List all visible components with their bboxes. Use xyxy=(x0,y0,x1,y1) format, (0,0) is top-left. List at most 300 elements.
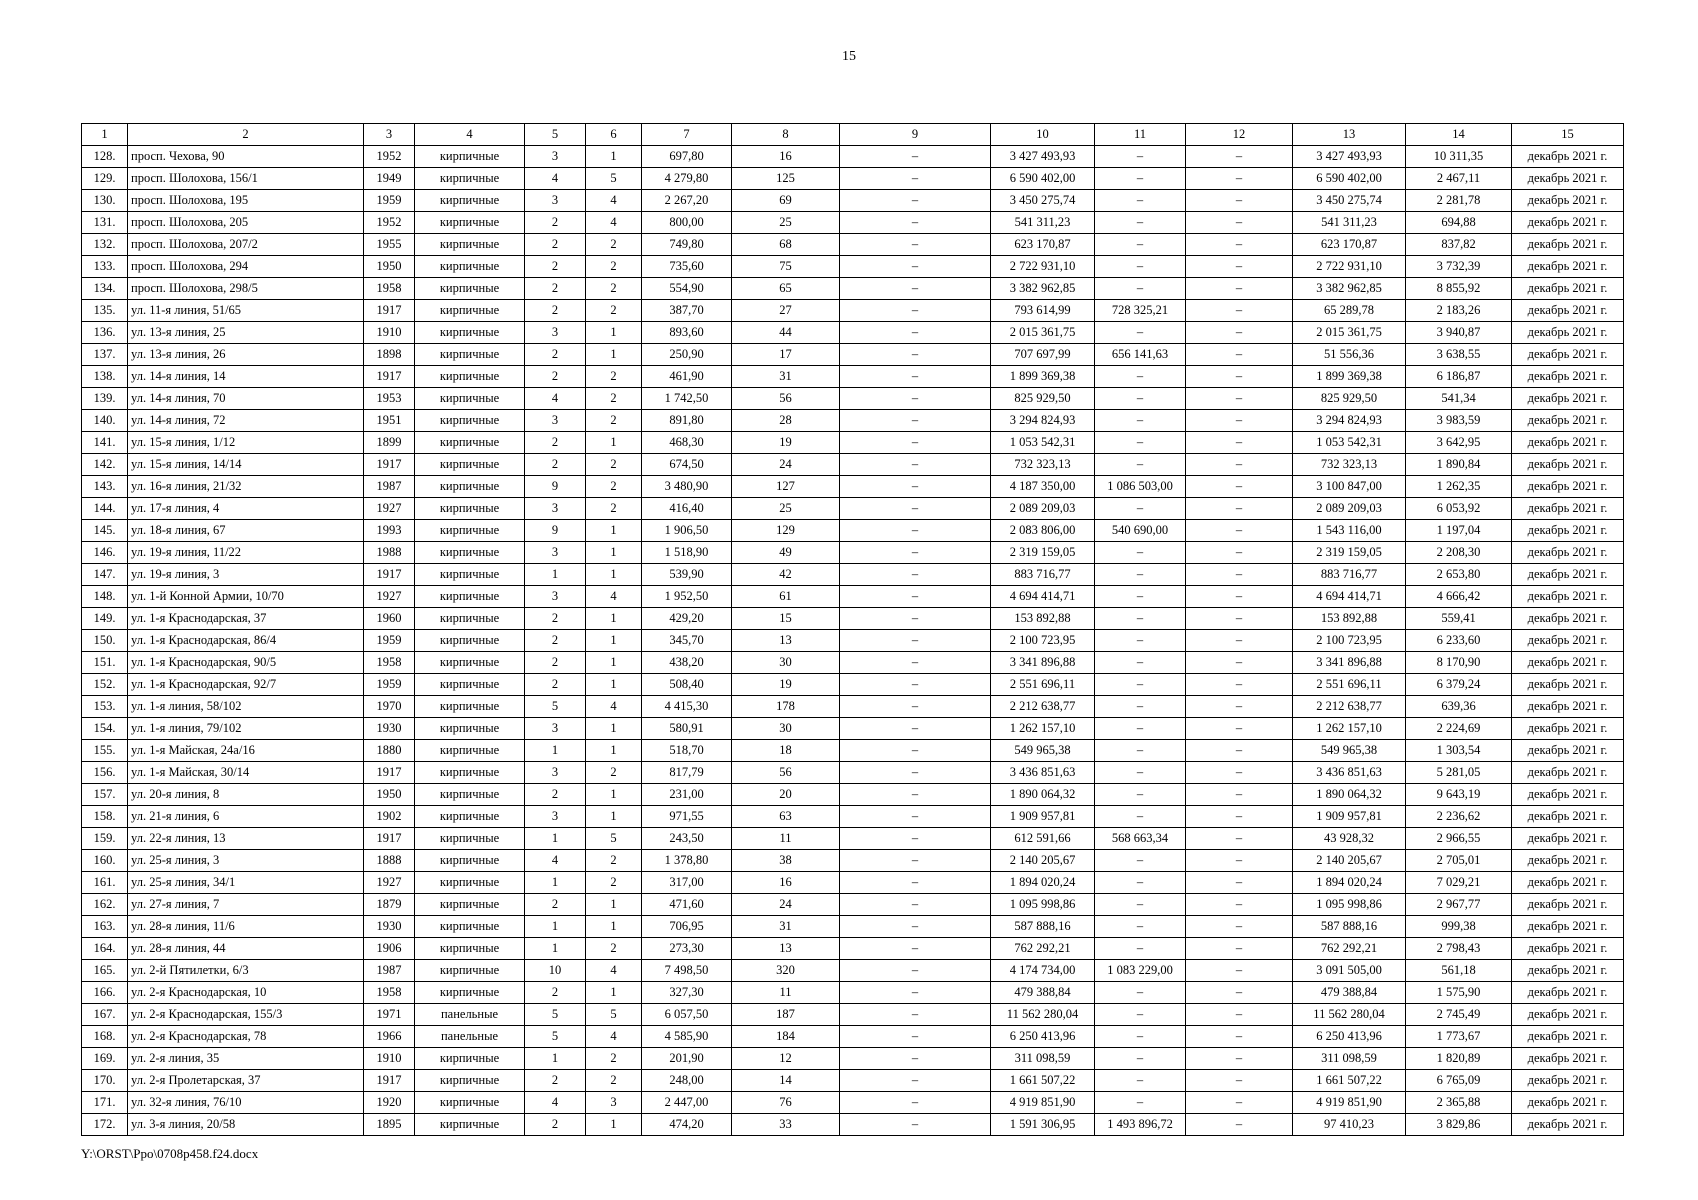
table-cell-col-11: 728 325,21 xyxy=(1095,300,1186,322)
table-cell-col-11: – xyxy=(1095,1004,1186,1026)
table-cell-col-12: – xyxy=(1186,960,1293,982)
table-cell-col-9: – xyxy=(840,1070,991,1092)
table-cell-col-3: 1966 xyxy=(364,1026,415,1048)
table-cell-col-13: 97 410,23 xyxy=(1293,1114,1406,1136)
table-cell-col-14: 3 829,86 xyxy=(1406,1114,1512,1136)
table-cell-col-8: 16 xyxy=(732,872,840,894)
table-cell-col-6: 1 xyxy=(586,344,642,366)
table-cell-col-10: 2 319 159,05 xyxy=(991,542,1095,564)
table-row xyxy=(82,960,1624,982)
table-cell-col-14: 8 170,90 xyxy=(1406,652,1512,674)
table-cell-col-9: – xyxy=(840,344,991,366)
table-row xyxy=(82,828,1624,850)
table-cell-col-3: 1906 xyxy=(364,938,415,960)
table-cell-col-4: кирпичные xyxy=(415,652,525,674)
table-cell-col-1: 157. xyxy=(82,784,128,806)
table-cell-col-1: 131. xyxy=(82,212,128,234)
table-cell-col-1: 171. xyxy=(82,1092,128,1114)
table-cell-col-13: 51 556,36 xyxy=(1293,344,1406,366)
table-cell-col-11: – xyxy=(1095,1026,1186,1048)
table-body xyxy=(82,124,1624,1136)
table-row xyxy=(82,740,1624,762)
table-cell-col-8: 13 xyxy=(732,630,840,652)
table-cell-col-3: 1880 xyxy=(364,740,415,762)
table-cell-col-6: 5 xyxy=(586,828,642,850)
table-cell-col-14: 2 208,30 xyxy=(1406,542,1512,564)
table-cell-col-13: 623 170,87 xyxy=(1293,234,1406,256)
table-cell-col-7: 2 447,00 xyxy=(642,1092,732,1114)
table-cell-col-8: 125 xyxy=(732,168,840,190)
table-cell-col-5: 3 xyxy=(525,190,586,212)
table-cell-col-13: 1 262 157,10 xyxy=(1293,718,1406,740)
table-cell-col-13: 2 100 723,95 xyxy=(1293,630,1406,652)
footer-file-path: Y:\ORST\Ppo\0708p458.f24.docx xyxy=(81,1146,259,1161)
table-cell-col-14: 10 311,35 xyxy=(1406,146,1512,168)
table-row xyxy=(82,476,1624,498)
table-cell-col-13: 883 716,77 xyxy=(1293,564,1406,586)
table-cell-col-7: 1 518,90 xyxy=(642,542,732,564)
table-cell-col-15: декабрь 2021 г. xyxy=(1512,520,1624,542)
table-cell-col-13: 11 562 280,04 xyxy=(1293,1004,1406,1026)
table-row xyxy=(82,454,1624,476)
table-cell-col-12: – xyxy=(1186,630,1293,652)
table-cell-col-11: – xyxy=(1095,916,1186,938)
table-cell-col-2: ул. 2-я Краснодарская, 155/3 xyxy=(128,1004,364,1026)
table-cell-col-4: кирпичные xyxy=(415,366,525,388)
table-cell-col-12: – xyxy=(1186,806,1293,828)
table-cell-col-4: кирпичные xyxy=(415,212,525,234)
table-cell-col-2: просп. Чехова, 90 xyxy=(128,146,364,168)
table-cell-col-2: просп. Шолохова, 205 xyxy=(128,212,364,234)
table-cell-col-6: 1 xyxy=(586,806,642,828)
table-cell-col-15: декабрь 2021 г. xyxy=(1512,938,1624,960)
table-cell-col-8: 25 xyxy=(732,498,840,520)
table-cell-col-8: 76 xyxy=(732,1092,840,1114)
table-cell-col-2: ул. 1-я Майская, 24а/16 xyxy=(128,740,364,762)
table-cell-col-5: 3 xyxy=(525,586,586,608)
table-cell-col-4: панельные xyxy=(415,1004,525,1026)
table-cell-col-1: 167. xyxy=(82,1004,128,1026)
table-cell-col-12: – xyxy=(1186,740,1293,762)
table-cell-col-8: 56 xyxy=(732,388,840,410)
table-cell-col-12: – xyxy=(1186,212,1293,234)
table-cell-col-15: декабрь 2021 г. xyxy=(1512,388,1624,410)
table-cell-col-2: ул. 14-я линия, 70 xyxy=(128,388,364,410)
table-cell-col-15: декабрь 2021 г. xyxy=(1512,300,1624,322)
table-cell-col-4: кирпичные xyxy=(415,894,525,916)
table-cell-col-14: 559,41 xyxy=(1406,608,1512,630)
table-cell-col-14: 2 966,55 xyxy=(1406,828,1512,850)
table-cell-col-7: 697,80 xyxy=(642,146,732,168)
table-cell-col-3: 1895 xyxy=(364,1114,415,1136)
table-cell-col-2: просп. Шолохова, 298/5 xyxy=(128,278,364,300)
table-cell-col-8: 56 xyxy=(732,762,840,784)
table-cell-col-14: 3 732,39 xyxy=(1406,256,1512,278)
table-cell-col-4: кирпичные xyxy=(415,586,525,608)
table-cell-col-2: ул. 21-я линия, 6 xyxy=(128,806,364,828)
table-cell-col-14: 561,18 xyxy=(1406,960,1512,982)
table-cell-col-8: 13 xyxy=(732,938,840,960)
table-cell-col-7: 468,30 xyxy=(642,432,732,454)
table-cell-col-15: декабрь 2021 г. xyxy=(1512,190,1624,212)
table-cell-col-1: 169. xyxy=(82,1048,128,1070)
table-cell-col-3: 1959 xyxy=(364,630,415,652)
table-cell-col-3: 1899 xyxy=(364,432,415,454)
table-cell-col-9: – xyxy=(840,1092,991,1114)
table-cell-col-2: просп. Шолохова, 207/2 xyxy=(128,234,364,256)
table-cell-col-6: 2 xyxy=(586,1070,642,1092)
table-cell-col-8: 28 xyxy=(732,410,840,432)
table-cell-col-11: – xyxy=(1095,498,1186,520)
table-cell-col-7: 580,91 xyxy=(642,718,732,740)
table-cell-col-8: 25 xyxy=(732,212,840,234)
table-cell-col-3: 1888 xyxy=(364,850,415,872)
table-cell-col-8: 187 xyxy=(732,1004,840,1026)
table-cell-col-4: кирпичные xyxy=(415,762,525,784)
table-cell-col-2: ул. 25-я линия, 3 xyxy=(128,850,364,872)
table-cell-col-13: 1 894 020,24 xyxy=(1293,872,1406,894)
table-cell-col-6: 2 xyxy=(586,1048,642,1070)
table-cell-col-9: – xyxy=(840,542,991,564)
table-cell-col-14: 1 197,04 xyxy=(1406,520,1512,542)
table-cell-col-12: – xyxy=(1186,146,1293,168)
table-cell-col-13: 3 427 493,93 xyxy=(1293,146,1406,168)
table-cell-col-12: – xyxy=(1186,1114,1293,1136)
table-cell-col-9: – xyxy=(840,784,991,806)
column-number-8: 8 xyxy=(732,124,840,146)
table-cell-col-14: 2 967,77 xyxy=(1406,894,1512,916)
table-cell-col-8: 42 xyxy=(732,564,840,586)
table-cell-col-11: – xyxy=(1095,212,1186,234)
table-cell-col-13: 2 551 696,11 xyxy=(1293,674,1406,696)
table-cell-col-1: 150. xyxy=(82,630,128,652)
table-cell-col-14: 3 983,59 xyxy=(1406,410,1512,432)
table-cell-col-8: 17 xyxy=(732,344,840,366)
table-cell-col-3: 1927 xyxy=(364,498,415,520)
table-cell-col-3: 1958 xyxy=(364,652,415,674)
table-cell-col-15: декабрь 2021 г. xyxy=(1512,234,1624,256)
table-row xyxy=(82,938,1624,960)
table-cell-col-11: – xyxy=(1095,762,1186,784)
table-cell-col-14: 3 638,55 xyxy=(1406,344,1512,366)
table-cell-col-12: – xyxy=(1186,1004,1293,1026)
table-cell-col-10: 3 294 824,93 xyxy=(991,410,1095,432)
table-cell-col-12: – xyxy=(1186,784,1293,806)
table-cell-col-1: 163. xyxy=(82,916,128,938)
table-cell-col-8: 61 xyxy=(732,586,840,608)
table-cell-col-7: 243,50 xyxy=(642,828,732,850)
table-cell-col-2: ул. 1-я Краснодарская, 90/5 xyxy=(128,652,364,674)
table-cell-col-1: 140. xyxy=(82,410,128,432)
table-cell-col-10: 2 551 696,11 xyxy=(991,674,1095,696)
table-cell-col-11: – xyxy=(1095,168,1186,190)
table-cell-col-6: 2 xyxy=(586,256,642,278)
column-number-1: 1 xyxy=(82,124,128,146)
table-row xyxy=(82,1026,1624,1048)
table-cell-col-13: 2 722 931,10 xyxy=(1293,256,1406,278)
table-cell-col-8: 184 xyxy=(732,1026,840,1048)
table-cell-col-4: кирпичные xyxy=(415,168,525,190)
table-cell-col-9: – xyxy=(840,1026,991,1048)
table-cell-col-1: 153. xyxy=(82,696,128,718)
table-cell-col-1: 147. xyxy=(82,564,128,586)
table-cell-col-10: 1 095 998,86 xyxy=(991,894,1095,916)
table-cell-col-2: ул. 2-я Краснодарская, 78 xyxy=(128,1026,364,1048)
table-cell-col-6: 5 xyxy=(586,1004,642,1026)
table-cell-col-3: 1950 xyxy=(364,256,415,278)
table-cell-col-6: 2 xyxy=(586,388,642,410)
table-cell-col-4: кирпичные xyxy=(415,146,525,168)
table-cell-col-5: 2 xyxy=(525,234,586,256)
table-cell-col-10: 732 323,13 xyxy=(991,454,1095,476)
table-cell-col-11: – xyxy=(1095,850,1186,872)
table-cell-col-8: 44 xyxy=(732,322,840,344)
table-cell-col-5: 3 xyxy=(525,718,586,740)
table-cell-col-2: ул. 15-я линия, 1/12 xyxy=(128,432,364,454)
table-cell-col-1: 165. xyxy=(82,960,128,982)
table-cell-col-2: ул. 14-я линия, 72 xyxy=(128,410,364,432)
table-cell-col-8: 15 xyxy=(732,608,840,630)
table-cell-col-2: просп. Шолохова, 195 xyxy=(128,190,364,212)
table-cell-col-2: ул. 3-я линия, 20/58 xyxy=(128,1114,364,1136)
table-cell-col-4: кирпичные xyxy=(415,410,525,432)
table-cell-col-1: 136. xyxy=(82,322,128,344)
table-cell-col-15: декабрь 2021 г. xyxy=(1512,696,1624,718)
column-number-2: 2 xyxy=(128,124,364,146)
table-cell-col-3: 1917 xyxy=(364,828,415,850)
table-cell-col-11: – xyxy=(1095,696,1186,718)
table-cell-col-9: – xyxy=(840,1048,991,1070)
table-cell-col-3: 1959 xyxy=(364,190,415,212)
table-cell-col-9: – xyxy=(840,388,991,410)
table-cell-col-10: 6 590 402,00 xyxy=(991,168,1095,190)
table-cell-col-5: 1 xyxy=(525,828,586,850)
table-cell-col-5: 1 xyxy=(525,872,586,894)
table-cell-col-8: 49 xyxy=(732,542,840,564)
table-cell-col-5: 5 xyxy=(525,1004,586,1026)
table-cell-col-12: – xyxy=(1186,278,1293,300)
table-cell-col-12: – xyxy=(1186,168,1293,190)
table-row xyxy=(82,278,1624,300)
table-cell-col-5: 2 xyxy=(525,432,586,454)
table-cell-col-1: 139. xyxy=(82,388,128,410)
table-cell-col-14: 1 303,54 xyxy=(1406,740,1512,762)
table-cell-col-6: 1 xyxy=(586,916,642,938)
table-cell-col-2: ул. 15-я линия, 14/14 xyxy=(128,454,364,476)
table-cell-col-9: – xyxy=(840,608,991,630)
table-cell-col-10: 3 436 851,63 xyxy=(991,762,1095,784)
table-cell-col-12: – xyxy=(1186,454,1293,476)
table-cell-col-14: 8 855,92 xyxy=(1406,278,1512,300)
table-cell-col-15: декабрь 2021 г. xyxy=(1512,322,1624,344)
table-cell-col-2: ул. 27-я линия, 7 xyxy=(128,894,364,916)
table-cell-col-15: декабрь 2021 г. xyxy=(1512,828,1624,850)
table-cell-col-14: 2 467,11 xyxy=(1406,168,1512,190)
table-cell-col-1: 152. xyxy=(82,674,128,696)
table-cell-col-6: 2 xyxy=(586,454,642,476)
table-cell-col-2: ул. 14-я линия, 14 xyxy=(128,366,364,388)
table-row xyxy=(82,696,1624,718)
table-cell-col-7: 201,90 xyxy=(642,1048,732,1070)
table-cell-col-5: 4 xyxy=(525,388,586,410)
table-cell-col-3: 1927 xyxy=(364,872,415,894)
table-cell-col-7: 1 906,50 xyxy=(642,520,732,542)
table-row xyxy=(82,586,1624,608)
table-row xyxy=(82,410,1624,432)
table-cell-col-10: 2 722 931,10 xyxy=(991,256,1095,278)
table-cell-col-14: 5 281,05 xyxy=(1406,762,1512,784)
table-cell-col-1: 164. xyxy=(82,938,128,960)
table-cell-col-10: 479 388,84 xyxy=(991,982,1095,1004)
column-number-3: 3 xyxy=(364,124,415,146)
table-cell-col-4: панельные xyxy=(415,1026,525,1048)
table-cell-col-7: 735,60 xyxy=(642,256,732,278)
table-cell-col-12: – xyxy=(1186,564,1293,586)
table-row xyxy=(82,322,1624,344)
table-cell-col-3: 1917 xyxy=(364,762,415,784)
table-cell-col-1: 159. xyxy=(82,828,128,850)
table-cell-col-5: 2 xyxy=(525,630,586,652)
table-cell-col-5: 2 xyxy=(525,366,586,388)
table-cell-col-3: 1955 xyxy=(364,234,415,256)
table-cell-col-3: 1930 xyxy=(364,718,415,740)
table-cell-col-3: 1993 xyxy=(364,520,415,542)
table-cell-col-13: 479 388,84 xyxy=(1293,982,1406,1004)
table-cell-col-2: просп. Шолохова, 156/1 xyxy=(128,168,364,190)
table-cell-col-9: – xyxy=(840,1004,991,1026)
table-cell-col-9: – xyxy=(840,806,991,828)
table-cell-col-11: – xyxy=(1095,894,1186,916)
table-cell-col-12: – xyxy=(1186,234,1293,256)
table-cell-col-15: декабрь 2021 г. xyxy=(1512,542,1624,564)
table-cell-col-8: 178 xyxy=(732,696,840,718)
table-cell-col-2: ул. 32-я линия, 76/10 xyxy=(128,1092,364,1114)
table-cell-col-10: 541 311,23 xyxy=(991,212,1095,234)
table-cell-col-9: – xyxy=(840,146,991,168)
table-cell-col-13: 732 323,13 xyxy=(1293,454,1406,476)
table-cell-col-1: 134. xyxy=(82,278,128,300)
table-cell-col-14: 1 773,67 xyxy=(1406,1026,1512,1048)
table-cell-col-9: – xyxy=(840,586,991,608)
table-cell-col-2: ул. 13-я линия, 25 xyxy=(128,322,364,344)
table-cell-col-4: кирпичные xyxy=(415,1092,525,1114)
column-number-6: 6 xyxy=(586,124,642,146)
table-cell-col-8: 30 xyxy=(732,652,840,674)
table-cell-col-3: 1952 xyxy=(364,212,415,234)
table-cell-col-9: – xyxy=(840,894,991,916)
table-row xyxy=(82,916,1624,938)
table-cell-col-9: – xyxy=(840,410,991,432)
table-cell-col-13: 3 450 275,74 xyxy=(1293,190,1406,212)
table-cell-col-9: – xyxy=(840,850,991,872)
table-cell-col-14: 6 379,24 xyxy=(1406,674,1512,696)
table-cell-col-6: 1 xyxy=(586,564,642,586)
table-cell-col-14: 2 281,78 xyxy=(1406,190,1512,212)
table-cell-col-15: декабрь 2021 г. xyxy=(1512,586,1624,608)
table-cell-col-14: 1 820,89 xyxy=(1406,1048,1512,1070)
table-cell-col-2: ул. 13-я линия, 26 xyxy=(128,344,364,366)
table-cell-col-13: 1 890 064,32 xyxy=(1293,784,1406,806)
table-cell-col-15: декабрь 2021 г. xyxy=(1512,1026,1624,1048)
table-cell-col-9: – xyxy=(840,718,991,740)
table-cell-col-13: 549 965,38 xyxy=(1293,740,1406,762)
table-cell-col-7: 416,40 xyxy=(642,498,732,520)
table-cell-col-7: 539,90 xyxy=(642,564,732,586)
table-cell-col-15: декабрь 2021 г. xyxy=(1512,1070,1624,1092)
table-row xyxy=(82,190,1624,212)
table-cell-col-2: ул. 1-я Краснодарская, 37 xyxy=(128,608,364,630)
table-cell-col-14: 837,82 xyxy=(1406,234,1512,256)
table-cell-col-8: 12 xyxy=(732,1048,840,1070)
table-cell-col-13: 311 098,59 xyxy=(1293,1048,1406,1070)
table-cell-col-6: 4 xyxy=(586,586,642,608)
table-cell-col-1: 137. xyxy=(82,344,128,366)
table-cell-col-10: 4 919 851,90 xyxy=(991,1092,1095,1114)
table-cell-col-7: 4 279,80 xyxy=(642,168,732,190)
table-cell-col-9: – xyxy=(840,630,991,652)
table-cell-col-7: 817,79 xyxy=(642,762,732,784)
table-row xyxy=(82,1004,1624,1026)
table-cell-col-10: 1 894 020,24 xyxy=(991,872,1095,894)
table-cell-col-7: 461,90 xyxy=(642,366,732,388)
table-cell-col-3: 1971 xyxy=(364,1004,415,1026)
table-cell-col-6: 1 xyxy=(586,322,642,344)
table-cell-col-9: – xyxy=(840,1114,991,1136)
table-cell-col-4: кирпичные xyxy=(415,454,525,476)
table-cell-col-13: 2 089 209,03 xyxy=(1293,498,1406,520)
table-cell-col-10: 6 250 413,96 xyxy=(991,1026,1095,1048)
table-cell-col-3: 1902 xyxy=(364,806,415,828)
table-cell-col-1: 142. xyxy=(82,454,128,476)
table-cell-col-8: 31 xyxy=(732,916,840,938)
table-cell-col-3: 1987 xyxy=(364,960,415,982)
table-cell-col-11: – xyxy=(1095,674,1186,696)
table-cell-col-8: 68 xyxy=(732,234,840,256)
table-cell-col-1: 166. xyxy=(82,982,128,1004)
table-cell-col-8: 20 xyxy=(732,784,840,806)
table-cell-col-1: 129. xyxy=(82,168,128,190)
table-row xyxy=(82,784,1624,806)
table-cell-col-11: 540 690,00 xyxy=(1095,520,1186,542)
table-cell-col-2: ул. 2-я линия, 35 xyxy=(128,1048,364,1070)
table-cell-col-13: 1 543 116,00 xyxy=(1293,520,1406,542)
table-cell-col-6: 2 xyxy=(586,366,642,388)
table-cell-col-15: декабрь 2021 г. xyxy=(1512,762,1624,784)
table-cell-col-12: – xyxy=(1186,190,1293,212)
table-cell-col-7: 4 585,90 xyxy=(642,1026,732,1048)
table-cell-col-6: 2 xyxy=(586,850,642,872)
table-cell-col-5: 2 xyxy=(525,894,586,916)
table-cell-col-10: 707 697,99 xyxy=(991,344,1095,366)
table-cell-col-9: – xyxy=(840,828,991,850)
table-cell-col-11: – xyxy=(1095,388,1186,410)
table-cell-col-14: 3 642,95 xyxy=(1406,432,1512,454)
table-cell-col-15: декабрь 2021 г. xyxy=(1512,982,1624,1004)
table-cell-col-11: – xyxy=(1095,982,1186,1004)
table-cell-col-1: 161. xyxy=(82,872,128,894)
table-cell-col-13: 2 212 638,77 xyxy=(1293,696,1406,718)
table-cell-col-11: – xyxy=(1095,806,1186,828)
table-cell-col-3: 1950 xyxy=(364,784,415,806)
table-cell-col-10: 2 100 723,95 xyxy=(991,630,1095,652)
table-cell-col-10: 11 562 280,04 xyxy=(991,1004,1095,1026)
table-cell-col-11: – xyxy=(1095,1092,1186,1114)
table-cell-col-2: ул. 20-я линия, 8 xyxy=(128,784,364,806)
table-cell-col-13: 4 919 851,90 xyxy=(1293,1092,1406,1114)
table-cell-col-14: 2 236,62 xyxy=(1406,806,1512,828)
table-cell-col-1: 133. xyxy=(82,256,128,278)
table-cell-col-15: декабрь 2021 г. xyxy=(1512,1048,1624,1070)
